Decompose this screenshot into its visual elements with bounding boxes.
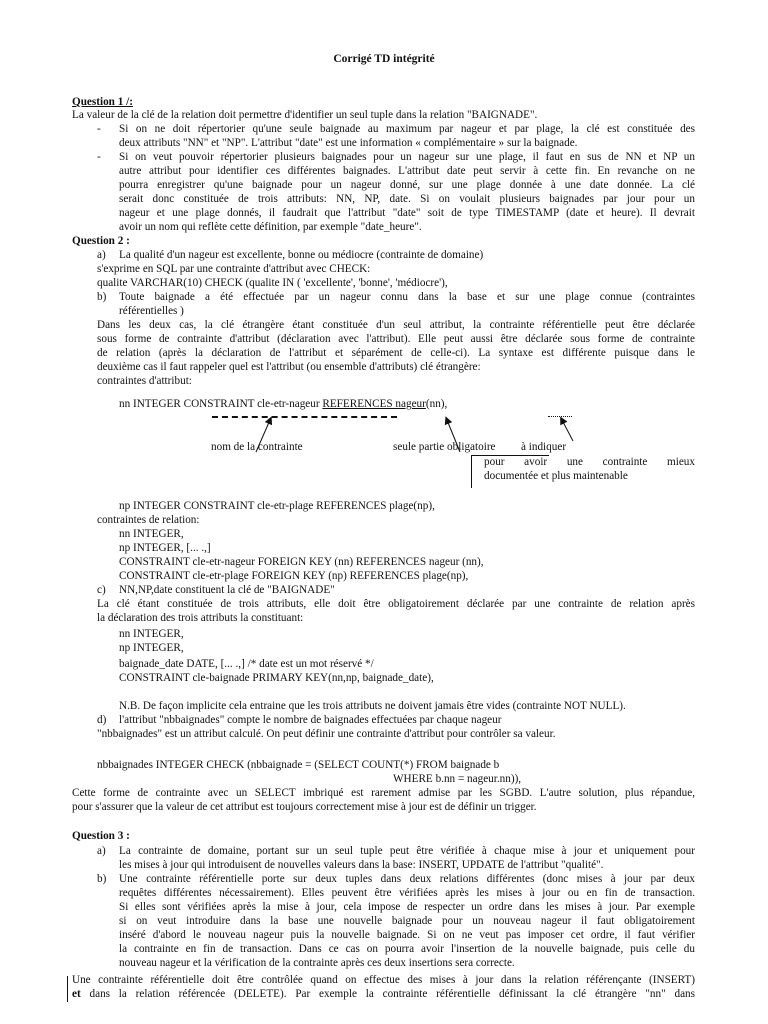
paragraph-line: l'attribut "nbbaignades" compte le nombre de baignades effectuées par chaque nageur [119,714,502,726]
code-line: WHERE b.nn = nageur.nn)), [393,773,522,785]
paragraph-line: avoir un nom qui reflète cette définition, par exemple "date_heure". [119,221,422,233]
question-1-heading: Question 1 /: [72,96,133,108]
paragraph-line: Cette forme de contrainte avec un SELECT imbriqué est rarement admise par les SGBD. L'autre solution, plus répandue, [72,787,695,799]
annotation-label: à indiquer [521,441,567,453]
list-marker: a) [97,845,106,857]
code-line: CONSTRAINT cle-etr-plage FOREIGN KEY (np) REFERENCES plage(np), [119,570,469,582]
annotation-label: pour avoir une contrainte mieux [484,456,695,468]
bold-word: et [72,988,81,1000]
paragraph-line: Une contrainte référentielle porte sur deux tuples dans deux relations différentes (donc mises à jour par deux [119,873,695,885]
paragraph-line: la contrainte en fin de transaction. Dans ce cas on pourra avoir l'insertion de la nouvelle baignade, puis celle du [119,943,695,955]
paragraph-line: Si on veut pouvoir répertorier plusieurs baignades pour un nageur sur une plage, il faut en sus de NN et NP un [119,151,695,163]
bullet-dash: - [97,123,101,135]
paragraph-line: s'exprime en SQL par une contrainte d'attribut avec CHECK: [97,263,371,275]
question-2-heading: Question 2 : [72,235,130,247]
paragraph-line: La valeur de la clé de la relation doit permettre d'identifier un seul tuple dans la relation "BAIGNADE". [72,109,538,121]
list-marker: c) [97,584,106,596]
list-marker: b) [97,873,107,885]
paragraph-line: autre attribut pour identifier ces différentes baignades. L'attribut date peut servir à cette fin. En revanche on ne [119,165,695,177]
code-line: CONSTRAINT cle-etr-nageur FOREIGN KEY (nn) REFERENCES nageur (nn), [119,556,484,568]
annotation-label: nom de la contrainte [211,441,303,453]
paragraph-line: N.B. De façon implicite cela entraine que les trois attributs ne doivent jamais être vides (contrainte NOT NULL). [119,700,626,712]
paragraph-line: Si on ne doit répertorier qu'une seule baignade au maximum par nageur et par plage, la clé est constituée des [119,123,695,135]
bullet-dash: - [97,151,101,163]
paragraph-line: contraintes de relation: [97,514,200,526]
paragraph-line: pour s'assurer que la valeur de cet attribut est toujours correctement mise à jour est de définir un trigger. [72,801,537,813]
paragraph-line: Une contrainte référentielle doit être contrôlée quand on effectue des mises à jour dans la relation référençante (INSERT) [72,974,695,986]
code-line: nn INTEGER, [119,628,184,640]
page-title: Corrigé TD intégrité [333,53,435,65]
paragraph-line: sous forme de contrainte d'attribut (déclaration avec l'attribut). Elle peut aussi être déclarée sous forme de contrainte [97,333,695,345]
paragraph-line: Toute baignade a été effectuée par un nageur connu dans la base et sur une plage connue (contraintes [119,291,695,303]
annotation-label: seule partie obligatoire [393,441,496,453]
paragraph-line [72,988,695,1002]
paragraph-line: nageur et une plage donnés, il faudrait que l'attribut "date" soit de type TIMESTAMP (date et heure). Il devrait [119,207,695,219]
code-line: np INTEGER, [... .,] [119,542,211,554]
paragraph-line: pourra enregistrer qu'une baignade pour un nageur donné, sur une plage donnée à une date donnée. La clé [119,179,695,191]
paragraph-line: nouveau nageur et la vérification de la contrainte après ces deux insertions sera correcte. [119,957,515,969]
list-marker: d) [97,714,107,726]
paragraph-line: serait donc constituée de trois attributs: NN, NP, date. Si on voulait plusieurs baignades par jour pour un [119,193,695,205]
margin-change-bar [67,976,68,1002]
annotation-label: documentée et plus maintenable [484,470,628,482]
paragraph-line: Dans les deux cas, la clé étrangère étant constituée d'un seul attribut, la contrainte référentielle peut être déclarée [97,319,695,331]
arrow-maintenable [562,420,573,441]
list-marker: a) [97,249,106,261]
paragraph-line: inséré d'abord le nouveau nageur puis la nouvelle baignade. Si on ne veut pas imposer cet ordre, il faut vérifier [119,929,695,941]
code-segment: (nn), [425,398,448,410]
paragraph-line: La contrainte de domaine, portant sur un seul tuple peut être vérifiée à chaque mise à jour et uniquement pour [119,845,695,857]
code-line: np INTEGER CONSTRAINT cle-etr-plage REFERENCES plage(np), [119,500,435,512]
paragraph-line: de relation (après la déclaration de l'attribut et séparément de celle-ci). La syntaxe est différente puisque dans le [97,347,695,359]
code-line: np INTEGER, [119,642,184,654]
paragraph-line: Si elles sont vérifiées après la mise à jour, cela impose de respecter un ordre dans les mises à jour. Par exemple [119,901,695,913]
code-segment: nn INTEGER CONSTRAINT cle-etr-nageur [119,398,323,410]
code-line: baignade_date DATE, [... .,] /* date est un mot réservé */ [119,658,374,670]
note-bracket-vertical [471,455,472,488]
code-segment-required: REFERENCES nageur [322,398,426,410]
paragraph-line: La clé étant constituée de trois attributs, elle doit être obligatoirement déclarée par une contrainte de relation après [97,598,695,610]
paragraph-line: requêtes différentes nécessairement). Elles peuvent être vérifiées après les mises à jour ou en fin de transaction. [119,887,695,899]
list-marker: b) [97,291,107,303]
code-line: nbbaignades INTEGER CHECK (nbbaignade = (SELECT COUNT(*) FROM baignade b [97,759,500,771]
paragraph-line: référentielles ) [119,305,184,317]
paragraph-line: "nbbaignades" est un attribut calculé. On peut définir une contrainte d'attribut pour contrôler sa valeur. [97,728,556,740]
paragraph-line: La qualité d'un nageur est excellente, bonne ou médiocre (contrainte de domaine) [119,249,484,261]
code-line: CONSTRAINT cle-baignade PRIMARY KEY(nn,np, baignade_date), [119,672,434,684]
question-3-heading: Question 3 : [72,830,130,842]
paragraph-line: deuxième cas il faut rappeler quel est l'attribut (ou ensemble d'attributs) clé étrangère: [97,361,481,373]
paragraph-line: les mises à jour qui introduisent de nouvelles valeurs dans la base: INSERT, UPDATE de l'attribut "qualité". [119,859,604,871]
paragraph-line: la déclaration des trois attributs la constituant: [97,612,304,624]
paragraph-line: contraintes d'attribut: [97,375,192,387]
paragraph-line: NN,NP,date constituent la clé de "BAIGNADE" [119,584,335,596]
text-segment: dans la relation référencée (DELETE). Par exemple la contrainte référentielle définissant la clé étrangère "nn" dans [80,988,695,1000]
code-line: nn INTEGER, [119,528,184,540]
paragraph-line: si on veut introduire dans la base une nouvelle baignade pour un nouveau nageur il faut obligatoirement [119,915,695,927]
code-line: qualite VARCHAR(10) CHECK (qualite IN ( 'excellente', 'bonne', 'médiocre'), [97,277,448,289]
paragraph-line: deux attributs "NN" et "NP". L'attribut "date" est une information « complémentaire » sur la baignade. [119,137,578,149]
